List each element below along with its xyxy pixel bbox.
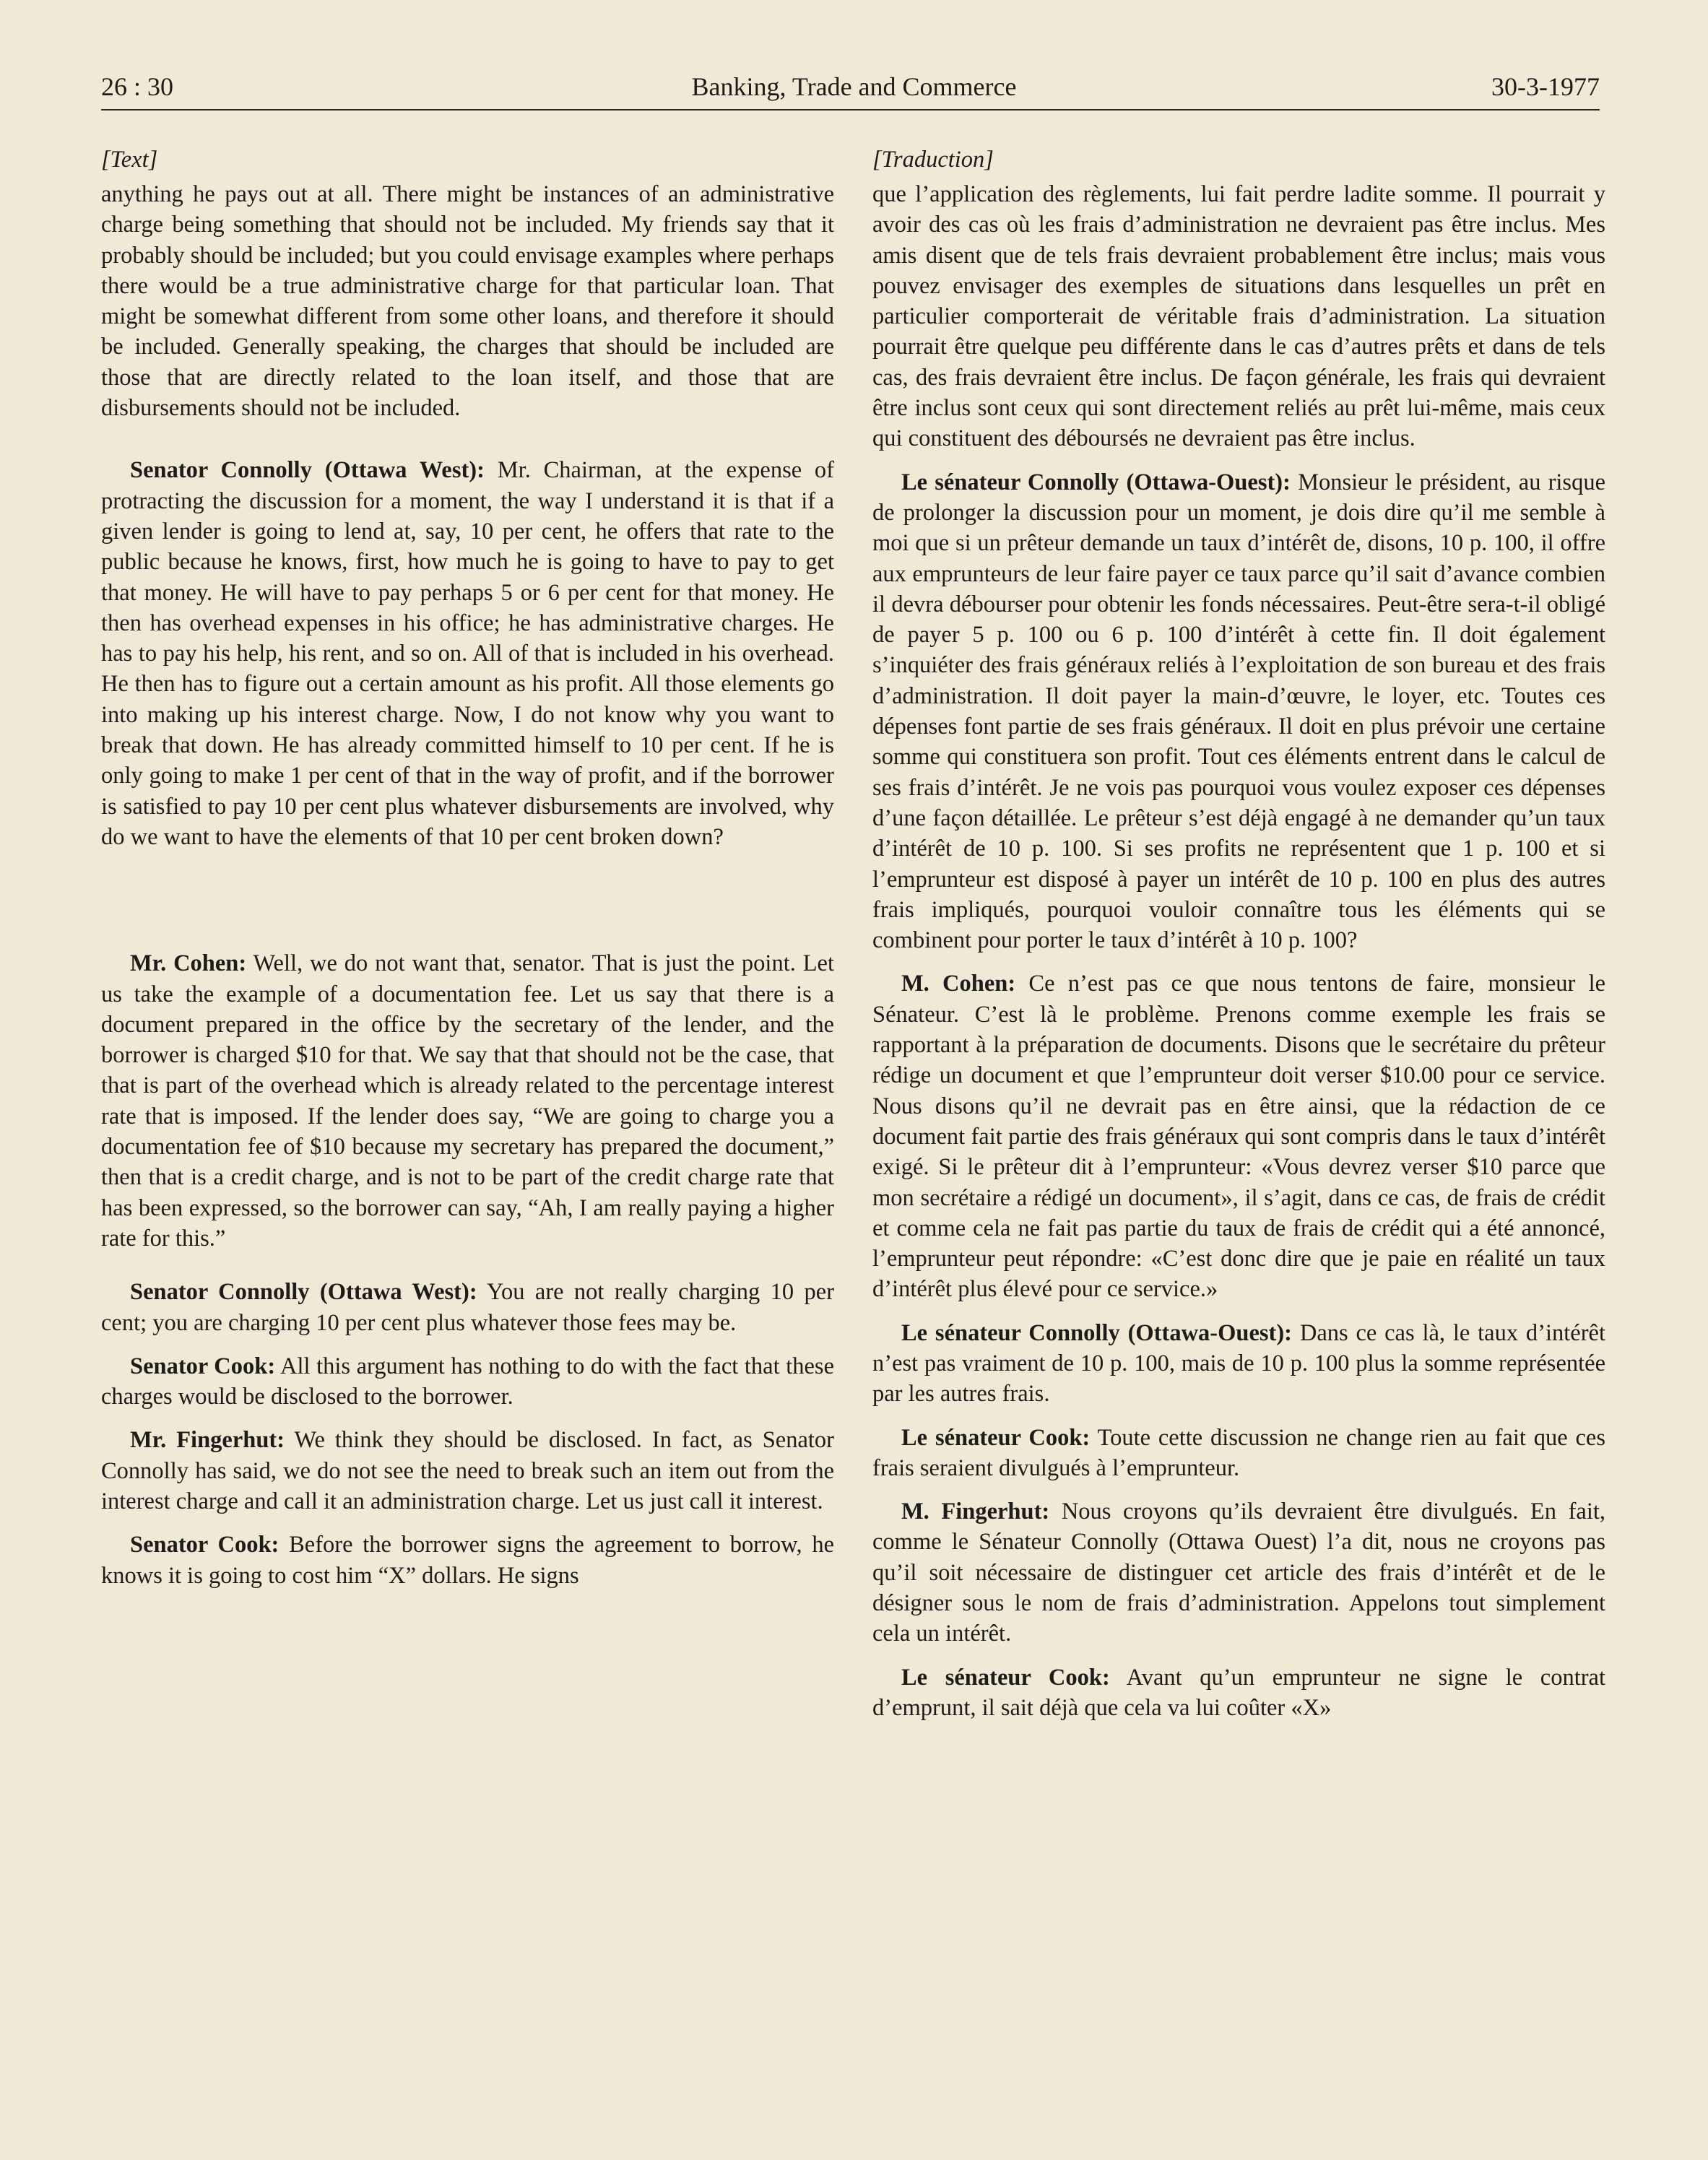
paragraph-text: Nous croyons qu’ils devraient être divulgués. En fait, comme le Sénateur Connolly (Ottawa Ouest) l’a dit, nous ne croyons pas qu’il soit nécessaire de distinguer cet article des frais d’intérêt et de le désigner sous le nom de frais d’administration. Appelons tout simplement cela un intérêt. [872, 1498, 1606, 1647]
paragraph-text: Monsieur le président, au risque de prolonger la discussion pour un moment, je dois dire qu’il me semble à moi que si un prêteur demande un taux d’intérêt de, disons, 10 p. 100, il offre aux emprunteurs de leur faire payer ce taux parce qu’il sait d’avance combien il devra débourser pour obtenir les fonds nécessaires. Peut-être sera-t-il obligé de payer 5 p. 100 ou 6 p. 100 d’intérêt à cette fin. Il doit également s’inquiéter des frais généraux reliés à l’exploitation de son bureau et des frais d’administration. Il doit payer la main-d’œuvre, le loyer, etc. Toutes ces dépenses font partie de ses frais généraux. Il doit en plus prévoir une certaine somme qui constituera son profit. Tout ces éléments entrent dans le calcul de ses frais d’intérêt. Je ne vois pas pourquoi vous voulez exposer ces dépenses d’une façon détaillée. Le prêteur s’est déjà engagé à ne demander qu’un taux d’intérêt de 10 p. 100. Si ses profits ne représentent que 1 p. 100 et si l’emprunteur est disposé à payer un intérêt de 10 p. 100 en plus des autres frais impliqués, pourquoi vouloir connaître tous les éléments qui se combinent pour porter le taux d’intérêt à 10 p. 100? [872, 469, 1605, 954]
french-paragraph [872, 1318, 1605, 1410]
header-rule [101, 109, 1600, 110]
speaker-name: M. Cohen: [901, 971, 1016, 997]
english-column-label: [Text] [101, 147, 158, 173]
speaker-name: Senator Cook: [130, 1532, 279, 1558]
page-date: 30-3-1977 [1491, 72, 1600, 101]
speaker-name: M. Fingerhut: [901, 1498, 1050, 1525]
english-paragraph [101, 1351, 834, 1413]
english-paragraph [101, 1277, 834, 1338]
french-paragraph [872, 1423, 1605, 1484]
speaker-name: Mr. Fingerhut: [130, 1427, 285, 1454]
paragraph-text: You are not really charging 10 per cent; you are charging 10 per cent plus whatever those fees may be. [101, 1279, 835, 1336]
french-paragraph [872, 1662, 1605, 1724]
speaker-name: Le sénateur Connolly (Ottawa-Ouest): [901, 469, 1291, 495]
paragraph-text: Toute cette discussion ne change rien au fait que ces frais seraient divulgués à l’emprunteur. [872, 1424, 1605, 1481]
paragraph-text: Ce n’est pas ce que nous tentons de faire, monsieur le Sénateur. C’est là le problème. Prenons comme exemple les frais se rapportant à la préparation de documents. Disons que le secrétaire du prêteur rédige un document et que l’emprunteur doit verser $10.00 pour ce service. Nous disons qu’il ne devrait pas en être ainsi, que la rédaction de ce document fait partie des frais généraux qui sont compris dans le taux d’intérêt exigé. Si le prêteur dit à l’emprunteur: «Vous devrez verser $10 parce que mon secrétaire a rédigé un document», il s’agit, dans ce cas, de frais de crédit et comme cela ne fait pas partie du taux de frais de crédit qui a été annoncé, l’emprunteur peut répondre: «C’est donc dire que je paie en réalité un taux d’intérêt plus élevé pour ce service.» [872, 971, 1606, 1303]
speaker-name: Senator Cook: [130, 1353, 276, 1379]
paragraph-text: Avant qu’un emprunteur ne signe le contrat d’emprunt, il sait déjà que cela va lui coûter «X» [872, 1664, 1606, 1721]
speaker-name: Senator Connolly (Ottawa West): [130, 1279, 477, 1306]
french-paragraph [872, 968, 1605, 1304]
paragraph-text: Mr. Chairman, at the expense of protracting the discussion for a moment, the way I understand it is that if a given lender is going to lend at, say, 10 per cent, he offers that rate to the public because he knows, first, how much he is going to have to pay to get that money. He will have to pay perhaps 5 or 6 per cent for that money. He then has overhead expenses in his office; he has administrative charges. He has to pay his help, his rent, and so on. All of that is included in his overhead. He then has to figure out a certain amount as his profit. All those elements go into making up his interest charge. Now, I do not know why you want to break that down. He has already committed himself to 10 per cent. If he is only going to make 1 per cent of that in the way of profit, and if the borrower is satisfied to pay 10 per cent plus whatever disbursements are involved, why do we want to have the elements of that 10 per cent broken down? [101, 457, 835, 850]
paragraph-text: We think they should be disclosed. In fact, as Senator Connolly has said, we do not see the need to break such an item out from the interest charge and call it an administration charge. Let us just call it interest. [101, 1427, 834, 1514]
english-column [101, 144, 834, 1604]
speaker-name: Senator Connolly (Ottawa West): [130, 457, 485, 484]
page-reference: 26 : 30 [101, 72, 174, 101]
speaker-name: Le sénateur Connolly (Ottawa-Ouest): [901, 1319, 1293, 1346]
running-title: Banking, Trade and Commerce [691, 72, 1017, 101]
english-paragraph [101, 1425, 834, 1517]
english-paragraph [101, 455, 834, 852]
speaker-name: Le sénateur Cook: [901, 1424, 1091, 1451]
paragraph-text: anything he pays out at all. There might be instances of an administrative charge being something that should not be included. My friends say that it probably should be included; but you could envisage examples where perhaps there would be a true administrative charge for that particular loan. That might be somewhat different from some other loans, and therefore it should be included. Generally speaking, the charges that should be included are those that are directly related to the loan itself, and those that are disbursements should not be included. [101, 181, 834, 422]
french-column-label: [Traduction] [872, 147, 994, 173]
french-paragraph [872, 1496, 1605, 1649]
speaker-name: Le sénateur Cook: [901, 1664, 1110, 1691]
paragraph-text: All this argument has nothing to do with the fact that these charges would be disclosed to the borrower. [101, 1353, 834, 1410]
paragraph-text: que l’application des règlements, lui fait perdre ladite somme. Il pourrait y avoir des cas où les frais d’administration ne devraient pas être inclus. Mes amis disent que de tels frais devraient probablement être inclus; mais vous pouvez envisager des exemples de situations dans lesquelles un prêt en particulier comporterait de véritable frais d’administration. La situation pourrait être quelque peu différente dans le cas d’autres prêts et dans de tels cas, des frais devraient être inclus. De façon générale, les frais qui devraient être inclus sont ceux qui sont directement reliés au prêt lui-même, mais ceux qui constituent des déboursés ne devraient pas être inclus. [872, 181, 1605, 452]
french-column [872, 144, 1605, 1736]
french-paragraph [872, 467, 1605, 956]
english-paragraph [101, 179, 834, 423]
paragraph-text: Well, we do not want that, senator. That is just the point. Let us take the example of a documentation fee. Let us say that there is a document prepared in the office by the secretary of the lender, and the borrower is charged $10 for that. We say that that should not be the case, that that is part of the overhead which is already related to the percentage interest rate that is imposed. If the lender does say, “We are going to charge you a documentation fee of $10 because my secretary has prepared the document,” then that is a credit charge, and is not to be part of the credit charge rate that has been expressed, so the borrower can say, “Ah, I am really paying a higher rate for this.” [101, 950, 834, 1252]
english-paragraph [101, 1530, 834, 1591]
paragraph-text: Before the borrower signs the agreement to borrow, he knows it is going to cost him “X” dollars. He signs [101, 1532, 834, 1589]
paragraph-text: Dans ce cas là, le taux d’intérêt n’est pas vraiment de 10 p. 100, mais de 10 p. 100 plus la somme représentée par les autres frais. [872, 1319, 1606, 1408]
french-paragraph [872, 179, 1605, 454]
column-spacer [101, 865, 834, 948]
english-paragraph [101, 948, 834, 1254]
speaker-name: Mr. Cohen: [130, 950, 247, 977]
